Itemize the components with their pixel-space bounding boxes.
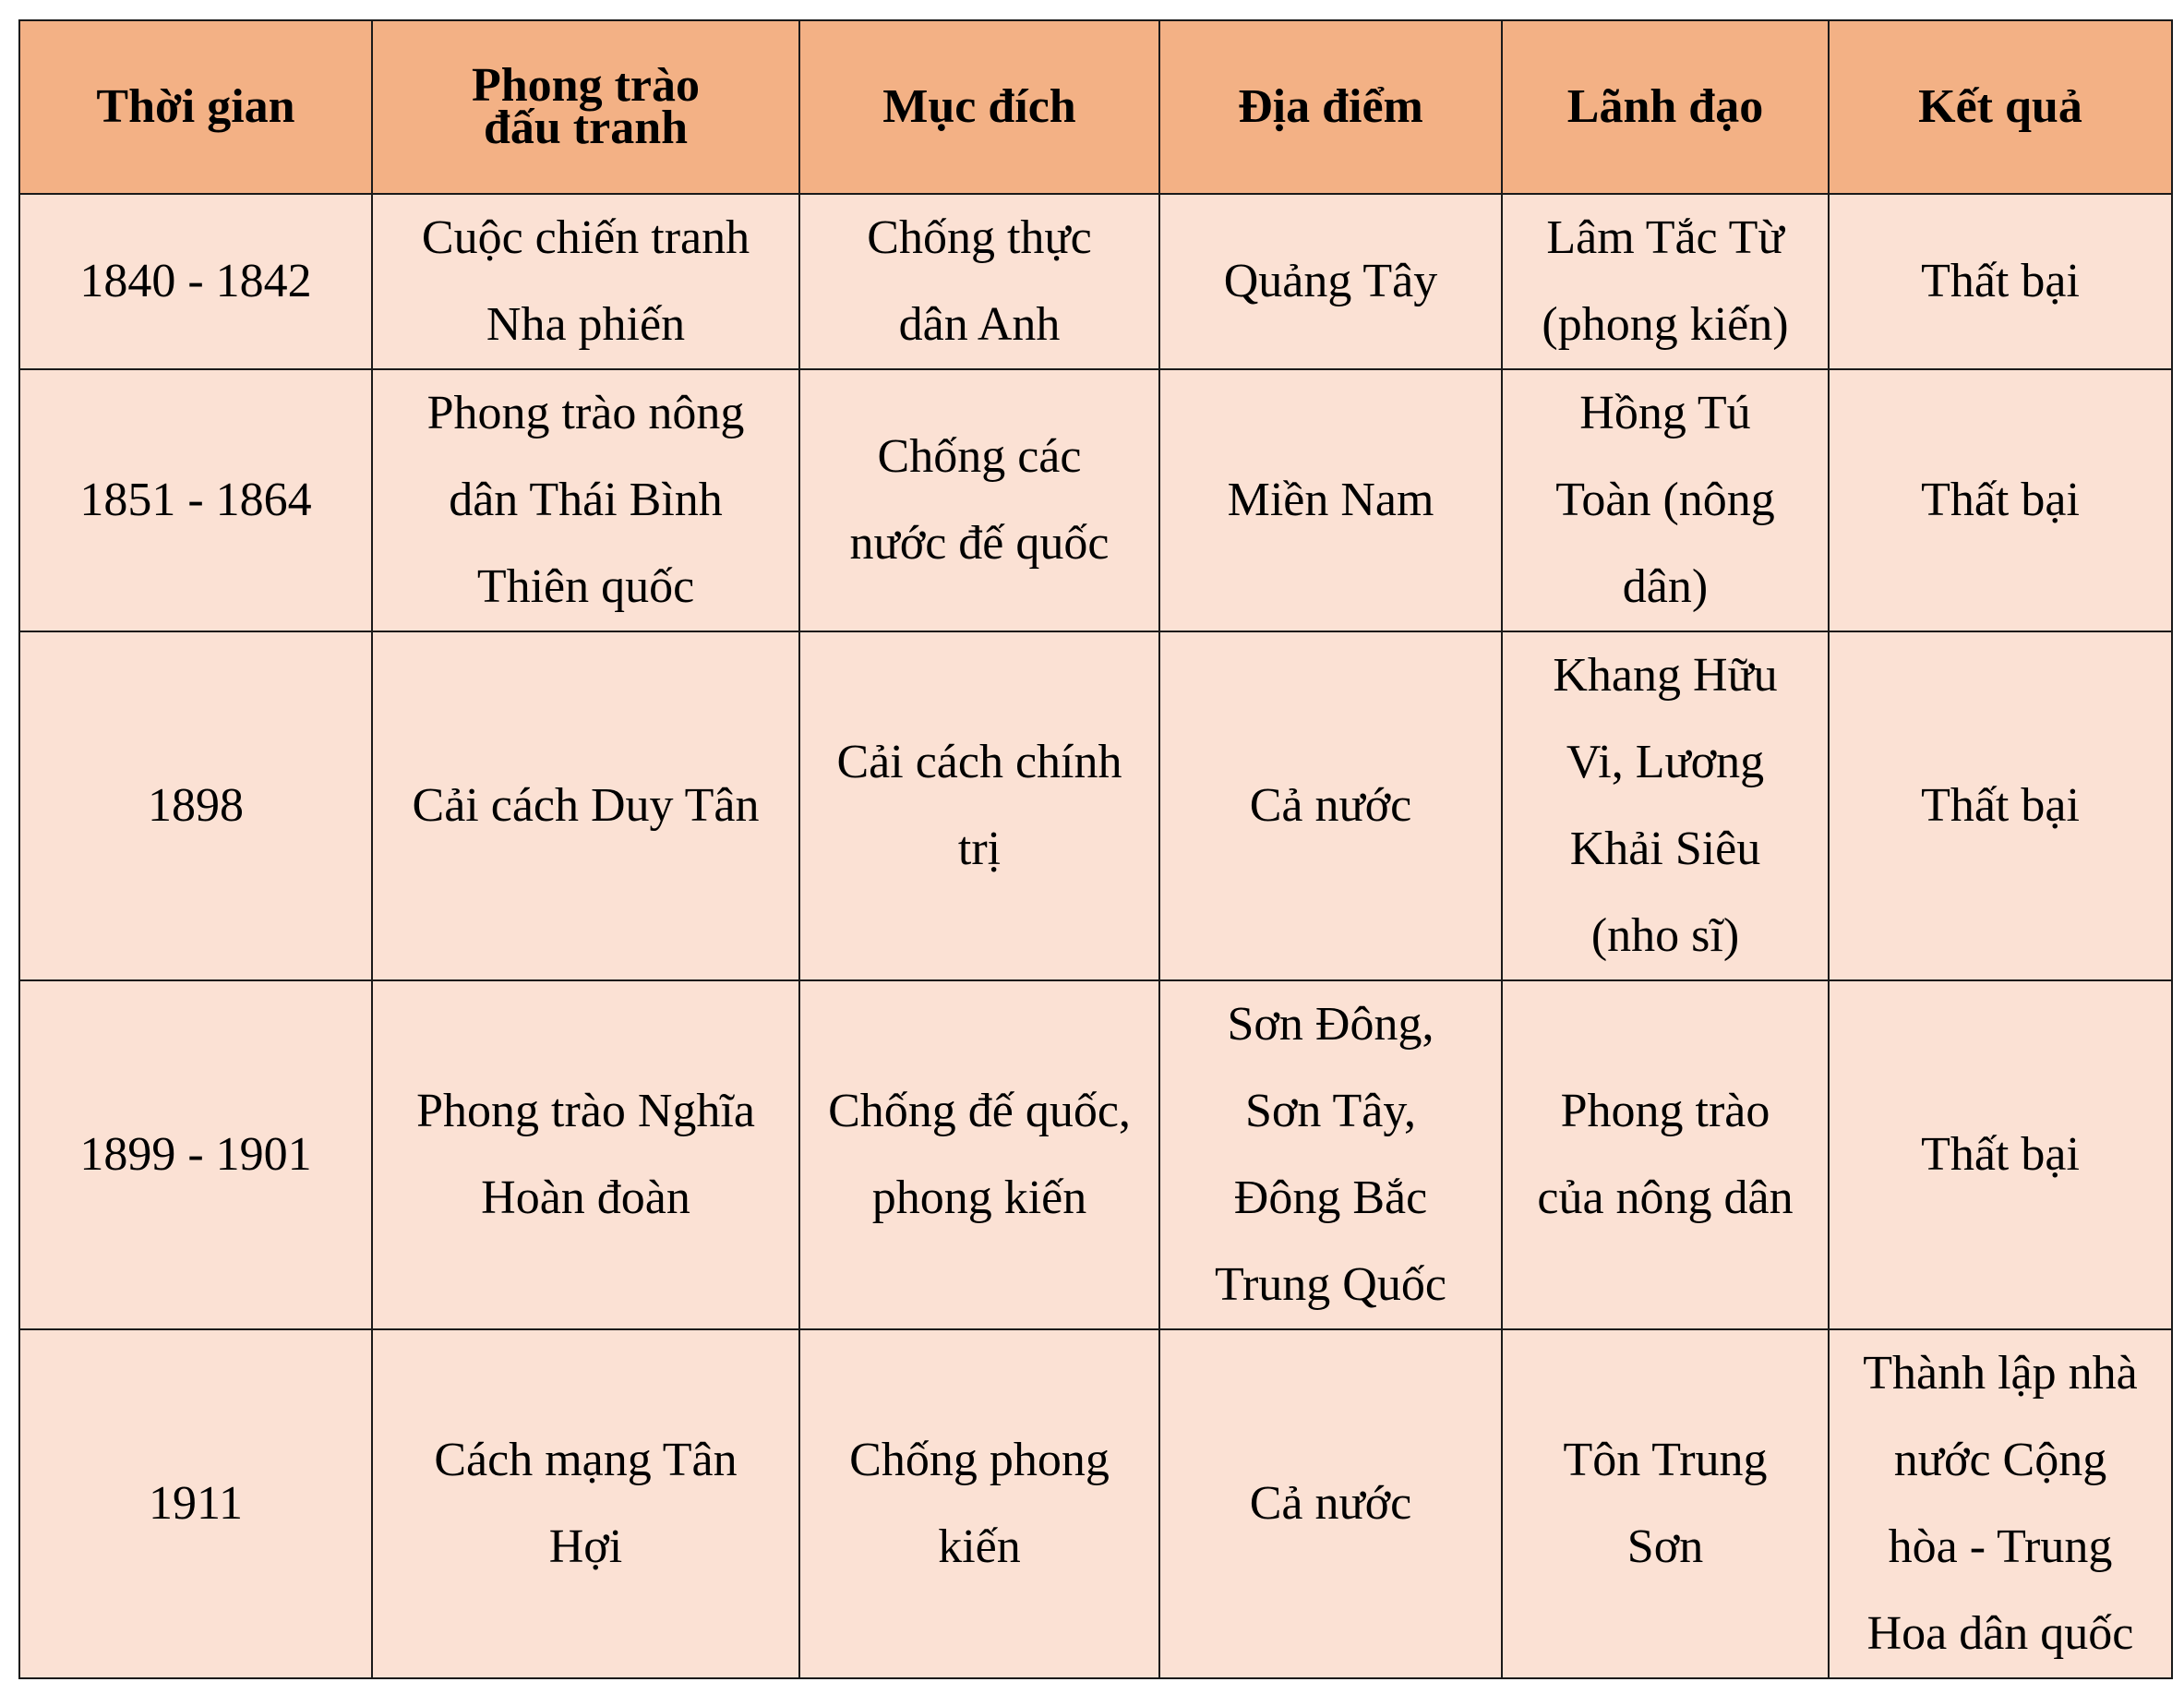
header-purpose: Mục đích — [799, 20, 1159, 194]
cell-result: Thất bại — [1829, 631, 2172, 980]
cell-movement: Cải cách Duy Tân — [372, 631, 799, 980]
cell-time: 1851 - 1864 — [19, 369, 372, 631]
cell-purpose: Chống các nước đế quốc — [799, 369, 1159, 631]
cell-result: Thất bại — [1829, 369, 2172, 631]
cell-location: Miền Nam — [1159, 369, 1502, 631]
cell-location: Cả nước — [1159, 631, 1502, 980]
header-movement: Phong trào đấu tranh — [372, 20, 799, 194]
cell-purpose: Chống thực dân Anh — [799, 194, 1159, 369]
header-location: Địa điểm — [1159, 20, 1502, 194]
table-row — [19, 369, 2172, 631]
cell-leader: Lâm Tắc Từ (phong kiến) — [1502, 194, 1829, 369]
table-row — [19, 980, 2172, 1329]
history-table-container — [18, 19, 2171, 1679]
cell-movement: Cách mạng Tân Hợi — [372, 1329, 799, 1678]
cell-movement: Phong trào Nghĩa Hoàn đoàn — [372, 980, 799, 1329]
cell-location: Sơn Đông, Sơn Tây, Đông Bắc Trung Quốc — [1159, 980, 1502, 1329]
cell-time: 1911 — [19, 1329, 372, 1678]
cell-leader: Tôn Trung Sơn — [1502, 1329, 1829, 1678]
cell-movement: Cuộc chiến tranh Nha phiến — [372, 194, 799, 369]
header-time: Thời gian — [19, 20, 372, 194]
cell-time: 1899 - 1901 — [19, 980, 372, 1329]
table-row — [19, 194, 2172, 369]
cell-time: 1840 - 1842 — [19, 194, 372, 369]
header-leader: Lãnh đạo — [1502, 20, 1829, 194]
cell-result: Thất bại — [1829, 980, 2172, 1329]
table-header-row — [19, 20, 2172, 194]
cell-result: Thất bại — [1829, 194, 2172, 369]
cell-leader: Hồng Tú Toàn (nông dân) — [1502, 369, 1829, 631]
table-row — [19, 631, 2172, 980]
table-row — [19, 1329, 2172, 1678]
cell-purpose: Chống phong kiến — [799, 1329, 1159, 1678]
cell-purpose: Chống đế quốc, phong kiến — [799, 980, 1159, 1329]
struggle-movements-table — [18, 19, 2173, 1679]
cell-location: Quảng Tây — [1159, 194, 1502, 369]
header-result: Kết quả — [1829, 20, 2172, 194]
cell-time: 1898 — [19, 631, 372, 980]
cell-location: Cả nước — [1159, 1329, 1502, 1678]
cell-leader: Phong trào của nông dân — [1502, 980, 1829, 1329]
cell-movement: Phong trào nông dân Thái Bình Thiên quốc — [372, 369, 799, 631]
cell-result: Thành lập nhà nước Cộng hòa - Trung Hoa dân quốc — [1829, 1329, 2172, 1678]
cell-purpose: Cải cách chính trị — [799, 631, 1159, 980]
cell-leader: Khang Hữu Vi, Lương Khải Siêu (nho sĩ) — [1502, 631, 1829, 980]
